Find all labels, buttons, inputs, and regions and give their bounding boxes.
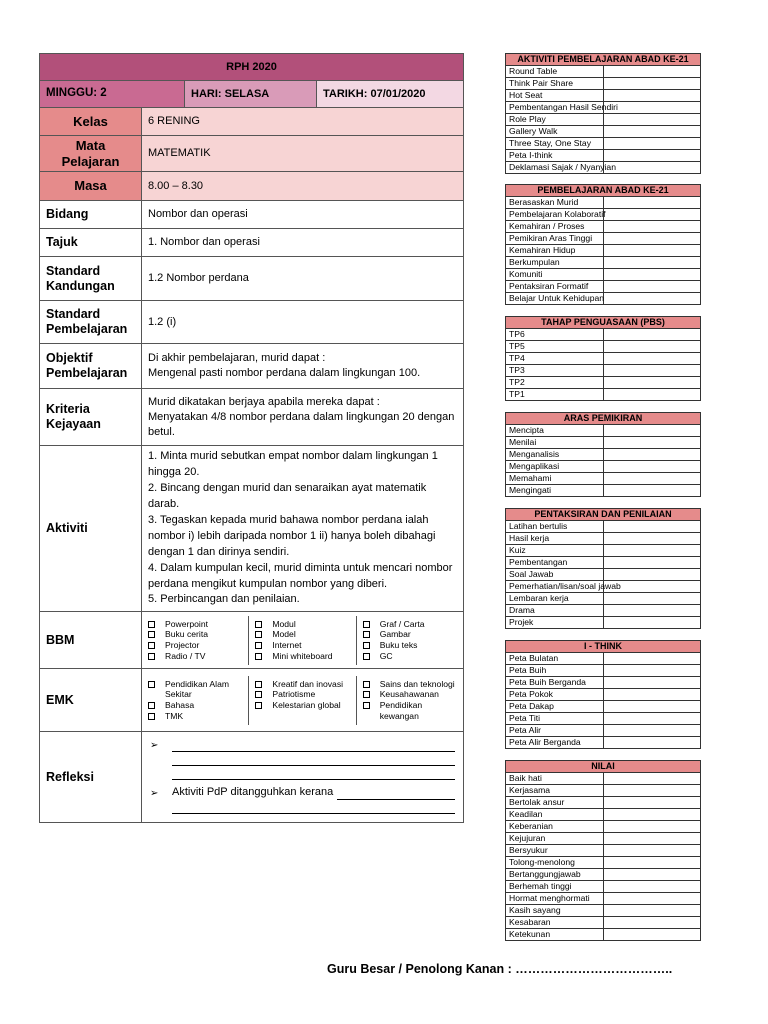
checklist-label: Hormat menghormati bbox=[506, 893, 604, 905]
bbm-option[interactable]: Radio / TV bbox=[147, 651, 243, 662]
checklist-tick-cell[interactable] bbox=[603, 209, 701, 221]
checklist-label: TP5 bbox=[506, 341, 604, 353]
bbm-option[interactable]: Gambar bbox=[362, 629, 458, 640]
refleksi-line[interactable] bbox=[337, 790, 455, 800]
checklist-label: Peta Buih bbox=[506, 665, 604, 677]
bbm-option[interactable]: Modul bbox=[254, 619, 350, 630]
checklist-label: Peta Pokok bbox=[506, 689, 604, 701]
refleksi-lines bbox=[142, 732, 464, 823]
checklist-tick-cell[interactable] bbox=[603, 809, 701, 821]
checklist-tick-cell[interactable] bbox=[603, 665, 701, 677]
checkbox-icon[interactable] bbox=[363, 681, 370, 688]
checklist-tick-cell[interactable] bbox=[603, 905, 701, 917]
checklist-tick-cell[interactable] bbox=[603, 737, 701, 749]
checklist-label: Menganalisis bbox=[506, 449, 604, 461]
checklist-label: Bersyukur bbox=[506, 845, 604, 857]
signature-line: Guru Besar / Penolong Kanan : ……………………………….. bbox=[327, 962, 673, 976]
checklist-tick-cell[interactable] bbox=[603, 473, 701, 485]
checklist-tick-cell[interactable] bbox=[603, 90, 701, 102]
checklist-tick-cell[interactable] bbox=[603, 245, 701, 257]
checklist-label: TP3 bbox=[506, 365, 604, 377]
ithink-table bbox=[505, 640, 701, 749]
bidang-label: Bidang bbox=[40, 201, 142, 229]
checklist-tick-cell[interactable] bbox=[603, 353, 701, 365]
bbm-option[interactable]: Buku cerita bbox=[147, 629, 243, 640]
checklist-label: Hot Seat bbox=[506, 90, 604, 102]
checklist-label: Kemahiran / Proses bbox=[506, 221, 604, 233]
checklist-tick-cell[interactable] bbox=[603, 162, 701, 174]
kriteria-line1: Murid dikatakan berjaya apabila mereka dapat : bbox=[148, 395, 380, 408]
tajuk-label: Tajuk bbox=[40, 229, 142, 257]
nilai-title: NILAI bbox=[506, 761, 701, 773]
standard-pembelajaran-label bbox=[40, 301, 142, 344]
checklist-tick-cell[interactable] bbox=[603, 881, 701, 893]
minggu-cell: MINGGU: 2 bbox=[40, 81, 185, 108]
checklist-tick-cell[interactable] bbox=[603, 257, 701, 269]
checklist-label: Hasil kerja bbox=[506, 533, 604, 545]
checklist-label: Bertanggungjawab bbox=[506, 869, 604, 881]
hari-cell: HARI: SELASA bbox=[185, 81, 317, 108]
checklist-tick-cell[interactable] bbox=[603, 929, 701, 941]
checklist-tick-cell[interactable] bbox=[603, 677, 701, 689]
emk-label: EMK bbox=[40, 669, 142, 732]
checklist-label: Peta Dakap bbox=[506, 701, 604, 713]
tarikh-cell: TARIKH: 07/01/2020 bbox=[317, 81, 464, 108]
checklist-tick-cell[interactable] bbox=[603, 701, 701, 713]
standard-kandungan-label bbox=[40, 257, 142, 301]
objektif-label-line1: Objektif bbox=[46, 351, 93, 366]
objektif-value bbox=[142, 344, 464, 389]
checklist-tick-cell[interactable] bbox=[603, 857, 701, 869]
aras-title: ARAS PEMIKIRAN bbox=[506, 413, 701, 425]
checklist-label: TP2 bbox=[506, 377, 604, 389]
bidang-value: Nombor dan operasi bbox=[142, 201, 464, 229]
aktiviti-step: 1. Minta murid sebutkan empat nombor dalam lingkungan 1 hingga 20. bbox=[148, 450, 438, 478]
pentaksiran-title: PENTAKSIRAN DAN PENILAIAN bbox=[506, 509, 701, 521]
checklist-tick-cell[interactable] bbox=[603, 605, 701, 617]
bbm-option[interactable]: GC bbox=[362, 651, 458, 662]
checklist-tick-cell[interactable] bbox=[603, 917, 701, 929]
checklist-label: Soal Jawab bbox=[506, 569, 604, 581]
checklist-label: Pembentangan bbox=[506, 557, 604, 569]
checklist-label: Kesabaran bbox=[506, 917, 604, 929]
checklist-label: Drama bbox=[506, 605, 604, 617]
pab21-title: PEMBELAJARAN ABAD KE-21 bbox=[506, 185, 701, 197]
checkbox-icon[interactable] bbox=[363, 642, 370, 649]
pentaksiran-table bbox=[505, 508, 701, 629]
checklist-label: Baik hati bbox=[506, 773, 604, 785]
checklist-label: Role Play bbox=[506, 114, 604, 126]
checklist-tick-cell[interactable] bbox=[603, 114, 701, 126]
checkbox-icon[interactable] bbox=[255, 653, 262, 660]
checklist-tick-cell[interactable] bbox=[603, 617, 701, 629]
bbm-col bbox=[142, 616, 248, 665]
bbm-option[interactable]: Graf / Carta bbox=[362, 619, 458, 630]
checkbox-icon[interactable] bbox=[363, 691, 370, 698]
checkbox-icon[interactable] bbox=[148, 621, 155, 628]
standard-pembelajaran-value: 1.2 (i) bbox=[142, 301, 464, 344]
checklist-tick-cell[interactable] bbox=[603, 269, 701, 281]
checklist-tick-cell[interactable] bbox=[603, 689, 701, 701]
kriteria-value bbox=[142, 389, 464, 446]
sk-label-line1: Standard bbox=[46, 263, 101, 278]
checkbox-icon[interactable] bbox=[255, 631, 262, 638]
bbm-option[interactable]: Buku teks bbox=[362, 640, 458, 651]
checklist-tick-cell[interactable] bbox=[603, 293, 701, 305]
checklist-label: Lembaran kerja bbox=[506, 593, 604, 605]
checklist-label: Peta I-think bbox=[506, 150, 604, 162]
sp-label-line2: Pembelajaran bbox=[46, 322, 128, 337]
checklist-label: Peta Bulatan bbox=[506, 653, 604, 665]
checklist-label: TP6 bbox=[506, 329, 604, 341]
checkbox-icon[interactable] bbox=[363, 653, 370, 660]
bbm-option[interactable]: Model bbox=[254, 629, 350, 640]
checklist-tick-cell[interactable] bbox=[603, 557, 701, 569]
checklist-label: Memahami bbox=[506, 473, 604, 485]
checklist-label: Deklamasi Sajak / Nyanyian bbox=[506, 162, 604, 174]
arrow-bullet-icon: ➢ bbox=[150, 739, 159, 751]
checklist-label: Berasaskan Murid bbox=[506, 197, 604, 209]
kriteria-label-line1: Kriteria bbox=[46, 402, 90, 417]
checklist-tick-cell[interactable] bbox=[603, 485, 701, 497]
checklist-label: Berkumpulan bbox=[506, 257, 604, 269]
checklist-label: Mengaplikasi bbox=[506, 461, 604, 473]
checklist-label: Pemikiran Aras Tinggi bbox=[506, 233, 604, 245]
checklist-tick-cell[interactable] bbox=[603, 197, 701, 209]
abad21-table bbox=[505, 53, 701, 174]
bbm-col bbox=[248, 616, 355, 665]
masa-value: 8.00 – 8.30 bbox=[142, 172, 464, 201]
refleksi-line[interactable] bbox=[172, 756, 455, 766]
refleksi-label: Refleksi bbox=[40, 732, 142, 823]
checklist-label: Peta Titi bbox=[506, 713, 604, 725]
bbm-label: BBM bbox=[40, 612, 142, 669]
kelas-label: Kelas bbox=[40, 108, 142, 136]
bbm-option[interactable]: Projector bbox=[147, 640, 243, 651]
emk-option[interactable]: Pendidikan kewangan bbox=[362, 700, 458, 721]
checklist-tick-cell[interactable] bbox=[603, 821, 701, 833]
emk-option[interactable]: Bahasa bbox=[147, 700, 243, 711]
checklist-tick-cell[interactable] bbox=[603, 233, 701, 245]
tahap-table bbox=[505, 316, 701, 401]
aktiviti-step: 3. Tegaskan kepada murid bahawa nombor perdana ialah nombor i) lebih daripada nombor 1 ii) hanya boleh dibahagi dengan 1 dan dirinya sendiri. bbox=[148, 513, 436, 558]
objektif-line1: Di akhir pembelajaran, murid dapat : bbox=[148, 352, 326, 365]
emk-col bbox=[142, 676, 248, 725]
checklist-label: Tolong-menolong bbox=[506, 857, 604, 869]
checklist-label: Pemerhatian/lisan/soal jawab bbox=[506, 581, 604, 593]
checklist-tick-cell[interactable] bbox=[603, 725, 701, 737]
checklist-tick-cell[interactable] bbox=[603, 377, 701, 389]
checklist-label: Latihan bertulis bbox=[506, 521, 604, 533]
checklist-label: Pembelajaran Kolaboratif bbox=[506, 209, 604, 221]
checklist-tick-cell[interactable] bbox=[603, 893, 701, 905]
checklist-tick-cell[interactable] bbox=[603, 545, 701, 557]
kriteria-line2: Menyatakan 4/8 nombor perdana dalam lingkungan 20 dengan betul. bbox=[148, 410, 455, 438]
checklist-label: Projek bbox=[506, 617, 604, 629]
refleksi-tangguh-text: Aktiviti PdP ditangguhkan kerana bbox=[172, 786, 334, 799]
checklist-tick-cell[interactable] bbox=[603, 593, 701, 605]
checklist-label: Berhemah tinggi bbox=[506, 881, 604, 893]
checklist-tick-cell[interactable] bbox=[603, 138, 701, 150]
checklist-tick-cell[interactable] bbox=[603, 713, 701, 725]
refleksi-line[interactable] bbox=[172, 804, 455, 814]
emk-option[interactable]: TMK bbox=[147, 711, 243, 722]
checklist-label: Kemahiran Hidup bbox=[506, 245, 604, 257]
checklist-label: Kejujuran bbox=[506, 833, 604, 845]
checklist-label: Ketekunan bbox=[506, 929, 604, 941]
checklist-tick-cell[interactable] bbox=[603, 221, 701, 233]
aktiviti-step: 4. Dalam kumpulan kecil, murid diminta untuk mencari nombor perdana mengikut kumpulan nombor yang diberi. bbox=[148, 561, 453, 590]
checklist-tick-cell[interactable] bbox=[603, 329, 701, 341]
checklist-label: Kerjasama bbox=[506, 785, 604, 797]
mata-pelajaran-value: MATEMATIK bbox=[142, 136, 464, 172]
aras-table bbox=[505, 412, 701, 497]
checklist-label: TP4 bbox=[506, 353, 604, 365]
checklist-tick-cell[interactable] bbox=[603, 425, 701, 437]
tahap-title: TAHAP PENGUASAAN (PBS) bbox=[506, 317, 701, 329]
kelas-value: 6 RENING bbox=[142, 108, 464, 136]
checkbox-icon[interactable] bbox=[148, 681, 155, 688]
aktiviti-step: 5. Perbincangan dan penilaian. bbox=[148, 593, 300, 606]
checklist-tick-cell[interactable] bbox=[603, 653, 701, 665]
pab21-table bbox=[505, 184, 701, 305]
objektif-label-line2: Pembelajaran bbox=[46, 366, 128, 381]
ithink-title: I - THINK bbox=[506, 641, 701, 653]
aktiviti-steps bbox=[142, 446, 464, 612]
mata-pelajaran-label: Mata Pelajaran bbox=[40, 136, 142, 172]
masa-label: Masa bbox=[40, 172, 142, 201]
emk-option[interactable]: Sains dan teknologi bbox=[362, 679, 458, 690]
checkbox-icon[interactable] bbox=[148, 702, 155, 709]
checklist-tick-cell[interactable] bbox=[603, 533, 701, 545]
checklist-tick-cell[interactable] bbox=[603, 281, 701, 293]
emk-col bbox=[356, 676, 463, 725]
standard-kandungan-value: 1.2 Nombor perdana bbox=[142, 257, 464, 301]
checklist-label: Kuiz bbox=[506, 545, 604, 557]
checkbox-icon[interactable] bbox=[255, 702, 262, 709]
checklist-label: Pembentangan Hasil Sendiri bbox=[506, 102, 604, 114]
objektif-line2: Mengenal pasti nombor perdana dalam lingkungan 100. bbox=[148, 367, 421, 380]
bbm-option[interactable]: Powerpoint bbox=[147, 619, 243, 630]
checklist-label: TP1 bbox=[506, 389, 604, 401]
rph-table bbox=[39, 53, 464, 823]
refleksi-line[interactable] bbox=[172, 770, 455, 780]
checklist-label: Belajar Untuk Kehidupan bbox=[506, 293, 604, 305]
kriteria-label-line2: Kejayaan bbox=[46, 417, 101, 432]
objektif-label bbox=[40, 344, 142, 389]
checklist-label: Komuniti bbox=[506, 269, 604, 281]
arrow-bullet-icon: ➢ bbox=[150, 787, 159, 799]
checklist-label: Menilai bbox=[506, 437, 604, 449]
checklist-tick-cell[interactable] bbox=[603, 78, 701, 90]
checkbox-icon[interactable] bbox=[363, 631, 370, 638]
checkbox-icon[interactable] bbox=[255, 691, 262, 698]
emk-option[interactable]: Pendidikan Alam Sekitar bbox=[147, 679, 243, 700]
checklist-tick-cell[interactable] bbox=[603, 126, 701, 138]
checklist-tick-cell[interactable] bbox=[603, 66, 701, 78]
checklist-label: Keadilan bbox=[506, 809, 604, 821]
checklist-label: Round Table bbox=[506, 66, 604, 78]
checkbox-icon[interactable] bbox=[148, 642, 155, 649]
checkbox-icon[interactable] bbox=[363, 702, 370, 709]
checklist-tick-cell[interactable] bbox=[603, 833, 701, 845]
checkbox-icon[interactable] bbox=[255, 621, 262, 628]
checklist-tick-cell[interactable] bbox=[603, 341, 701, 353]
emk-col bbox=[248, 676, 355, 725]
emk-option[interactable]: Patriotisme bbox=[254, 689, 350, 700]
rph-title: RPH 2020 bbox=[40, 54, 464, 81]
nilai-table bbox=[505, 760, 701, 941]
bbm-option[interactable]: Mini whiteboard bbox=[254, 651, 350, 662]
emk-option[interactable]: Keusahawanan bbox=[362, 689, 458, 700]
checklist-label: Keberanian bbox=[506, 821, 604, 833]
checklist-tick-cell[interactable] bbox=[603, 773, 701, 785]
checklist-label: Peta Alir Berganda bbox=[506, 737, 604, 749]
checklist-tick-cell[interactable] bbox=[603, 365, 701, 377]
checklist-tick-cell[interactable] bbox=[603, 521, 701, 533]
checklist-tick-cell[interactable] bbox=[603, 461, 701, 473]
sp-label-line1: Standard bbox=[46, 307, 101, 322]
checklist-label: Peta Alir bbox=[506, 725, 604, 737]
checklist-label: Mengingati bbox=[506, 485, 604, 497]
checklist-label: Kasih sayang bbox=[506, 905, 604, 917]
abad21-title: AKTIVITI PEMBELAJARAN ABAD KE-21 bbox=[506, 54, 701, 66]
checklist-label: Peta Buih Berganda bbox=[506, 677, 604, 689]
bbm-option[interactable]: Internet bbox=[254, 640, 350, 651]
checklist-label: Think Pair Share bbox=[506, 78, 604, 90]
checklist-tick-cell[interactable] bbox=[603, 437, 701, 449]
checklist-label: Bertolak ansur bbox=[506, 797, 604, 809]
sk-label-line2: Kandungan bbox=[46, 278, 115, 293]
aktiviti-step: 2. Bincang dengan murid dan senaraikan ayat matematik darab. bbox=[148, 481, 427, 510]
emk-option[interactable]: Kelestarian global bbox=[254, 700, 350, 711]
checklist-tick-cell[interactable] bbox=[603, 389, 701, 401]
checkbox-icon[interactable] bbox=[148, 653, 155, 660]
kriteria-label bbox=[40, 389, 142, 446]
checklist-tick-cell[interactable] bbox=[603, 797, 701, 809]
checklist-label: Three Stay, One Stay bbox=[506, 138, 604, 150]
refleksi-line[interactable] bbox=[172, 742, 455, 752]
checkbox-icon[interactable] bbox=[148, 713, 155, 720]
checklist-tick-cell[interactable] bbox=[603, 449, 701, 461]
aktiviti-label: Aktiviti bbox=[40, 446, 142, 612]
checklist-tick-cell[interactable] bbox=[603, 869, 701, 881]
emk-option[interactable]: Kreatif dan inovasi bbox=[254, 679, 350, 690]
checklist-tick-cell[interactable] bbox=[603, 150, 701, 162]
checklist-label: Mencipta bbox=[506, 425, 604, 437]
checkbox-icon[interactable] bbox=[148, 631, 155, 638]
tajuk-value: 1. Nombor dan operasi bbox=[142, 229, 464, 257]
checklist-tick-cell[interactable] bbox=[603, 785, 701, 797]
checkbox-icon[interactable] bbox=[363, 621, 370, 628]
bbm-options bbox=[142, 612, 464, 669]
checklist-label: Pentaksiran Formatif bbox=[506, 281, 604, 293]
checkbox-icon[interactable] bbox=[255, 642, 262, 649]
checklist-tick-cell[interactable] bbox=[603, 569, 701, 581]
emk-options bbox=[142, 669, 464, 732]
checkbox-icon[interactable] bbox=[255, 681, 262, 688]
bbm-col bbox=[356, 616, 463, 665]
checklist-tick-cell[interactable] bbox=[603, 845, 701, 857]
checklist-label: Gallery Walk bbox=[506, 126, 604, 138]
